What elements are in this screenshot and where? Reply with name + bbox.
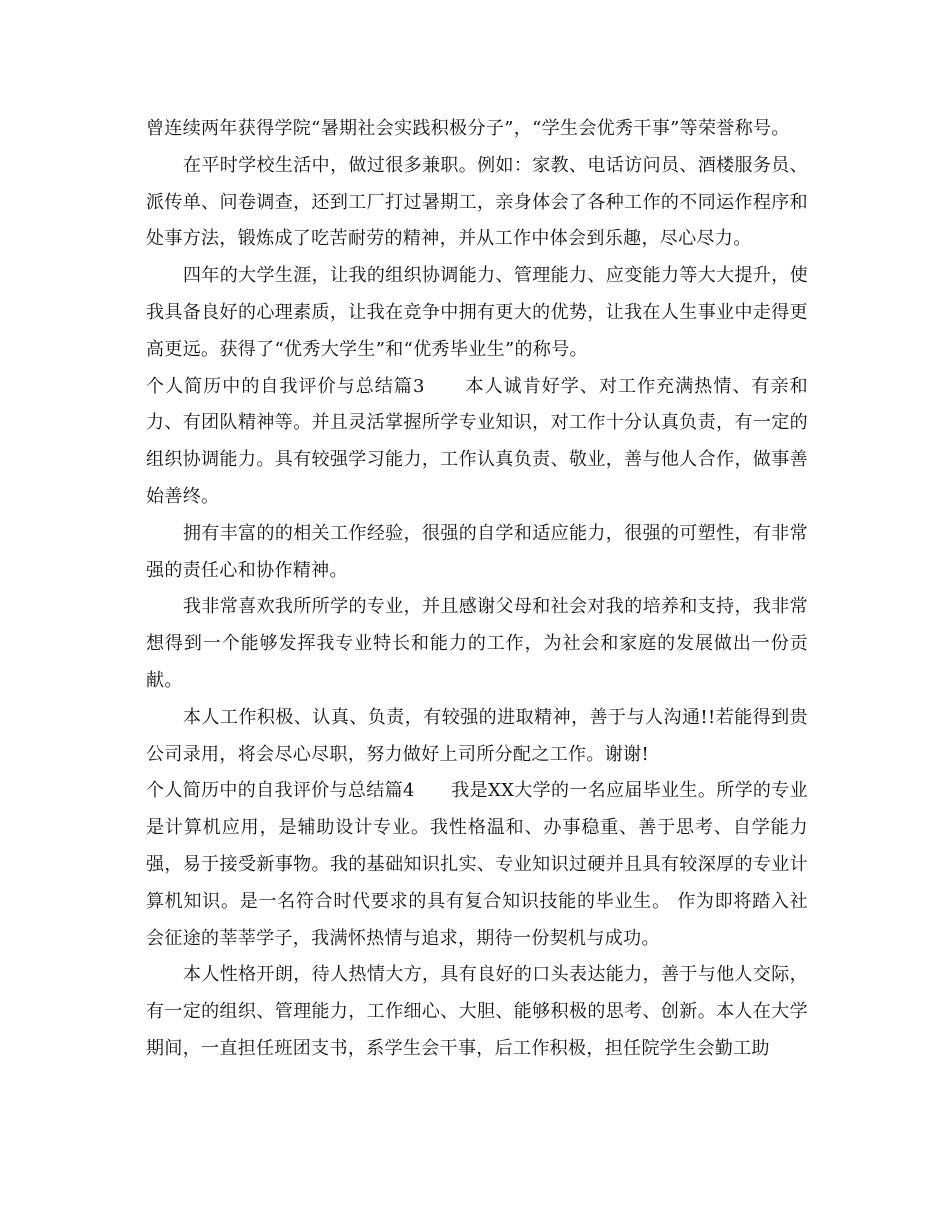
paragraph: 我非常喜欢我所所学的专业，并且感谢父母和社会对我的培养和支持，我非常想得到一个能够发挥我专业特长和能力的工作，为社会和家庭的发展做出一份贡献。: [146, 596, 808, 691]
section-heading: 个人简历中的自我评价与总结篇3: [146, 375, 425, 397]
paragraph-text: 我是XX大学的一名应届毕业生。所学的专业是计算机应用，是辅助设计专业。我性格温和、办事稳重、善于思考、自学能力强，易于接受新事物。我的基础知识扎实、专业知识过硬并且具有较深厚的专业计算机知识。是一名符合时代要求的具有复合知识技能的毕业生。 作为即将踏入社会征途的莘莘学子，我满怀热情与追求，期待一份契机与成功。: [146, 780, 808, 949]
section-heading: 个人简历中的自我评价与总结篇4: [146, 780, 415, 802]
paragraph: 本人工作积极、认真、负责，有较强的进取精神，善于与人沟通!!若能得到贵公司录用，将会尽心尽职，努力做好上司所分配之工作。谢谢!: [146, 706, 808, 765]
paragraph-text: 本人诚肯好学、对工作充满热情、有亲和力、有团队精神等。并且灵活掌握所学专业知识，对工作十分认真负责，有一定的组织协调能力。具有较强学习能力，工作认真负责、敬业，善与他人合作，做事善始善终。: [146, 375, 808, 507]
paragraph: 曾连续两年获得学院“暑期社会实践积极分子”，“学生会优秀干事”等荣誉称号。: [146, 118, 790, 139]
paragraph: 四年的大学生涯，让我的组织协调能力、管理能力、应变能力等大大提升，使我具备良好的心理素质，让我在竞争中拥有更大的优势，让我在人生事业中走得更高更远。获得了“优秀大学生”和“优秀毕业生”的称号。: [146, 265, 808, 360]
paragraph: 拥有丰富的的相关工作经验，很强的自学和适应能力，很强的可塑性，有非常强的责任心和协作精神。: [146, 522, 808, 581]
paragraph: 本人性格开朗，待人热情大方，具有良好的口头表达能力，善于与他人交际，有一定的组织、管理能力，工作细心、大胆、能够积极的思考、创新。本人在大学期间，一直担任班团支书，系学生会干事，后工作积极，担任院学生会勤工助: [146, 964, 808, 1059]
section-paragraph: [146, 773, 808, 957]
document-body: [146, 111, 808, 1068]
section-paragraph: [146, 369, 808, 516]
paragraph: 在平时学校生活中，做过很多兼职。例如：家教、电话访问员、酒楼服务员、派传单、问卷调查，还到工厂打过暑期工，亲身体会了各种工作的不同运作程序和处事方法，锻炼成了吃苦耐劳的精神，并从工作中体会到乐趣，尽心尽力。: [146, 154, 808, 250]
